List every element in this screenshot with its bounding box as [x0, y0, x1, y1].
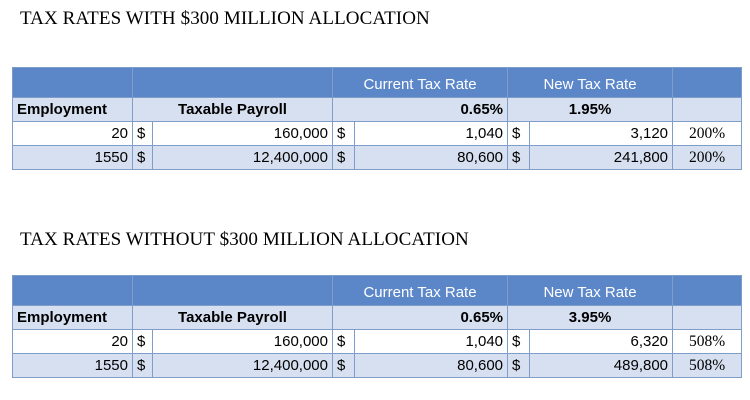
header-blank [133, 68, 333, 98]
dollar-sign: $ [508, 354, 530, 378]
current-tax-cell: 80,600 [355, 354, 508, 378]
new-tax-cell: 241,800 [530, 146, 673, 170]
increase-percent-cell: 200% [673, 122, 742, 146]
col-employment: Employment [13, 98, 133, 122]
payroll-cell: 12,400,000 [153, 146, 333, 170]
header-blank [13, 68, 133, 98]
section-title-without-allocation: TAX RATES WITHOUT $300 MILLION ALLOCATION [20, 229, 469, 250]
header-current-tax-rate: Current Tax Rate [333, 276, 508, 306]
employment-cell: 1550 [13, 146, 133, 170]
current-tax-cell: 1,040 [355, 122, 508, 146]
payroll-cell: 12,400,000 [153, 354, 333, 378]
table-row [13, 330, 742, 354]
header-blank [673, 276, 742, 306]
new-tax-cell: 489,800 [530, 354, 673, 378]
dollar-sign: $ [133, 122, 153, 146]
dollar-sign: $ [508, 122, 530, 146]
current-tax-cell: 80,600 [355, 146, 508, 170]
payroll-cell: 160,000 [153, 330, 333, 354]
col-employment: Employment [13, 306, 133, 330]
dollar-sign: $ [133, 354, 153, 378]
table-subheader-row [13, 98, 742, 122]
dollar-sign: $ [508, 330, 530, 354]
table-row [13, 354, 742, 378]
current-rate-value: 0.65% [333, 98, 508, 122]
dollar-sign: $ [333, 330, 355, 354]
dollar-sign: $ [333, 122, 355, 146]
header-new-tax-rate: New Tax Rate [508, 276, 673, 306]
subheader-blank [673, 306, 742, 330]
tax-table-without-allocation [12, 275, 742, 378]
payroll-cell: 160,000 [153, 122, 333, 146]
dollar-sign: $ [133, 330, 153, 354]
current-rate-value: 0.65% [333, 306, 508, 330]
header-new-tax-rate: New Tax Rate [508, 68, 673, 98]
dollar-sign: $ [333, 146, 355, 170]
table-row [13, 122, 742, 146]
dollar-sign: $ [133, 146, 153, 170]
new-tax-cell: 3,120 [530, 122, 673, 146]
table-header-row [13, 276, 742, 306]
employment-cell: 20 [13, 122, 133, 146]
dollar-sign: $ [508, 146, 530, 170]
tax-table-with-allocation [12, 67, 742, 170]
increase-percent-cell: 508% [673, 354, 742, 378]
col-taxable-payroll: Taxable Payroll [133, 306, 333, 330]
new-rate-value: 1.95% [508, 98, 673, 122]
table-subheader-row [13, 306, 742, 330]
header-blank [133, 276, 333, 306]
header-current-tax-rate: Current Tax Rate [333, 68, 508, 98]
table-header-row [13, 68, 742, 98]
current-tax-cell: 1,040 [355, 330, 508, 354]
increase-percent-cell: 200% [673, 146, 742, 170]
new-tax-cell: 6,320 [530, 330, 673, 354]
col-taxable-payroll: Taxable Payroll [133, 98, 333, 122]
employment-cell: 1550 [13, 354, 133, 378]
increase-percent-cell: 508% [673, 330, 742, 354]
section-title-with-allocation: TAX RATES WITH $300 MILLION ALLOCATION [20, 8, 430, 29]
new-rate-value: 3.95% [508, 306, 673, 330]
table-row [13, 146, 742, 170]
header-blank [13, 276, 133, 306]
dollar-sign: $ [333, 354, 355, 378]
subheader-blank [673, 98, 742, 122]
employment-cell: 20 [13, 330, 133, 354]
header-blank [673, 68, 742, 98]
